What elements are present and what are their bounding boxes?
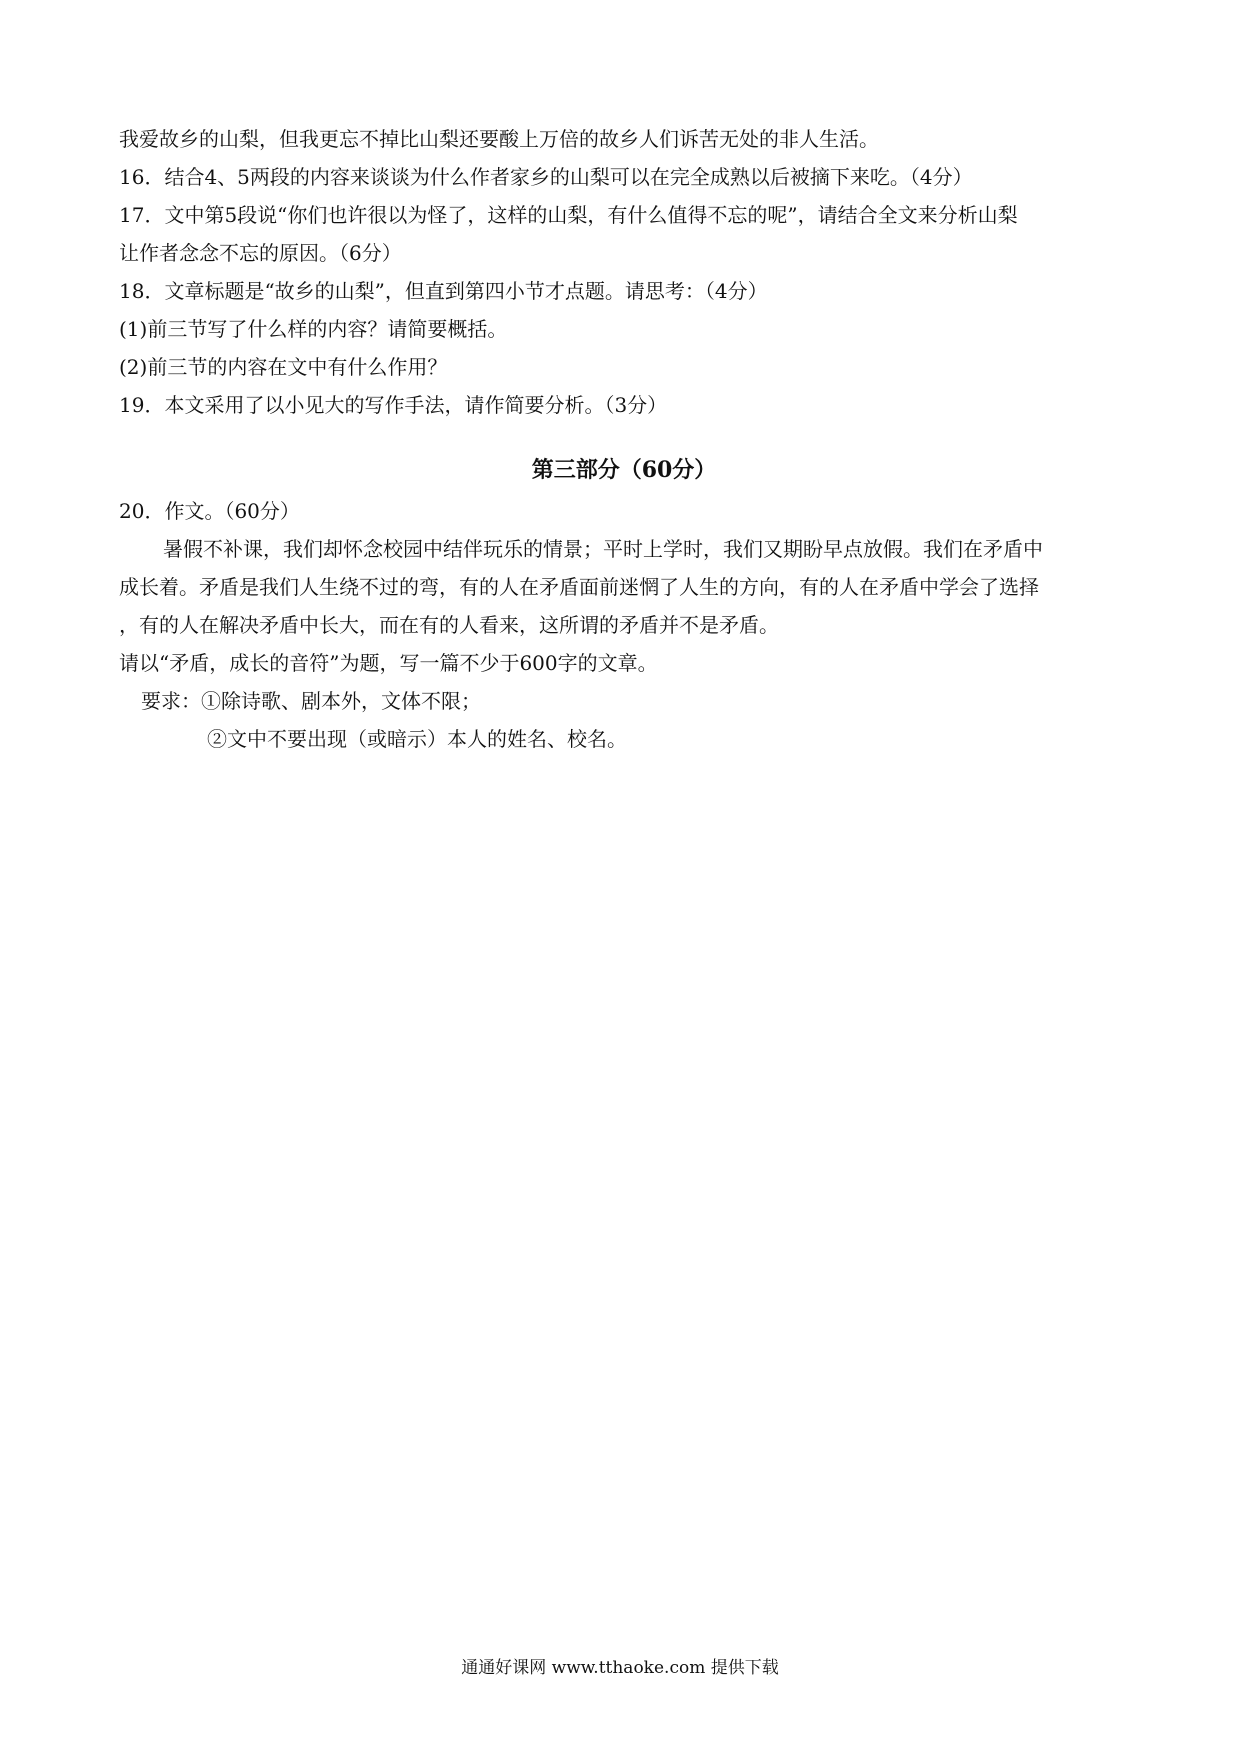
question-18-sub-1: (1)前三节写了什么样的内容？请简要概括。 — [119, 317, 508, 341]
prompt-line-3: ，有的人在解决矛盾中长大，而在有的人看来，这所谓的矛盾并不是矛盾。 — [119, 613, 779, 637]
prompt-line-2: 成长着。矛盾是我们人生绕不过的弯，有的人在矛盾面前迷惘了人生的方向，有的人在矛盾中学会了选择 — [119, 575, 1039, 599]
question-17-line-1: 17．文中第5段说“你们也许很以为怪了，这样的山梨，有什么值得不忘的呢”，请结合全文来分析山梨 — [119, 203, 1018, 227]
question-16: 16．结合4、5两段的内容来谈谈为什么作者家乡的山梨可以在完全成熟以后被摘下来吃。（4分） — [119, 165, 973, 189]
question-18-sub-2: (2)前三节的内容在文中有什么作用？ — [119, 355, 448, 379]
requirement-2: ②文中不要出现（或暗示）本人的姓名、校名。 — [207, 727, 627, 751]
essay-instruction: 请以“矛盾，成长的音符”为题，写一篇不少于600字的文章。 — [119, 651, 658, 675]
question-20-heading: 20．作文。（60分） — [119, 499, 300, 523]
requirement-1: 要求：①除诗歌、剧本外，文体不限； — [141, 689, 481, 713]
question-17-line-2: 让作者念念不忘的原因。（6分） — [119, 241, 402, 265]
page-footer: 通通好课网 www.tthaoke.com 提供下载 — [461, 1658, 779, 1678]
question-19: 19．本文采用了以小见大的写作手法，请作简要分析。（3分） — [119, 393, 668, 417]
page-content — [119, 120, 1129, 758]
text-line-1: 我爱故乡的山梨，但我更忘不掉比山梨还要酸上万倍的故乡人们诉苦无处的非人生活。 — [119, 127, 879, 151]
prompt-line-1: 暑假不补课，我们却怀念校园中结伴玩乐的情景；平时上学时，我们又期盼早点放假。我们在矛盾中 — [163, 537, 1043, 561]
question-18: 18．文章标题是“故乡的山梨”，但直到第四小节才点题。请思考：（4分） — [119, 279, 768, 303]
section-title: 第三部分（60分） — [531, 457, 717, 483]
